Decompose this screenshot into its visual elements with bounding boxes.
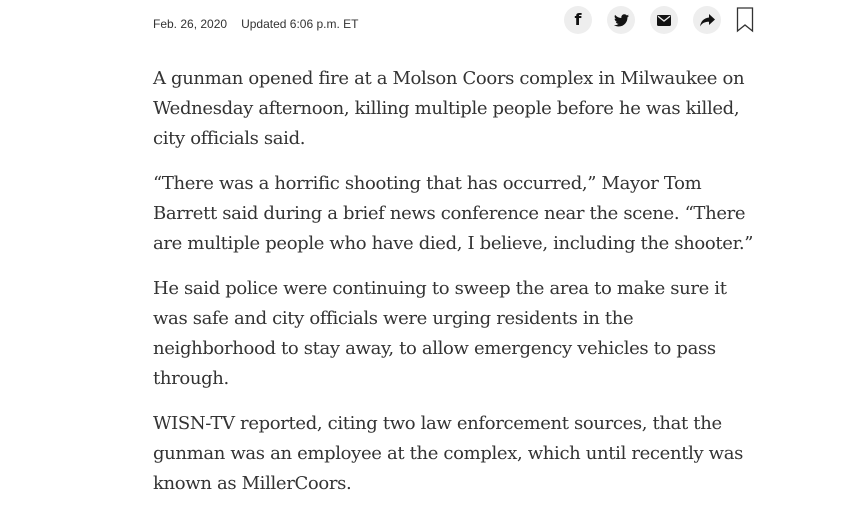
article-paragraph: WISN-TV reported, citing two law enforcement sources, that the gunman was an employee at the complex, which until recently was known as MillerCoors. <box>153 413 743 494</box>
article-paragraph: “There was a horrific shooting that has occurred,” Mayor Tom Barrett said during a brief news conference near the scene. “There are multiple people who have died, I believe, including the shooter.” <box>153 173 754 254</box>
email-share-button[interactable] <box>650 6 678 34</box>
save-article-button[interactable] <box>736 7 754 38</box>
facebook-icon: f <box>574 10 582 29</box>
share-arrow-icon <box>700 14 715 27</box>
article-paragraph: He said police were continuing to sweep the area to make sure it was safe and city officials were urging residents in the neighborhood to stay away, to allow emergency vehicles to pass through. <box>153 278 727 389</box>
updated-time: Updated 6:06 p.m. ET <box>241 17 359 31</box>
share-toolbar <box>564 6 736 34</box>
bookmark-icon <box>736 7 754 33</box>
article-paragraph: A gunman opened fire at a Molson Coors complex in Milwaukee on Wednesday afternoon, killing multiple people before he was killed, city officials said. <box>153 68 745 149</box>
publish-date: Feb. 26, 2020 <box>153 17 228 31</box>
facebook-share-button[interactable] <box>564 6 592 34</box>
twitter-icon <box>614 14 629 27</box>
twitter-share-button[interactable] <box>607 6 635 34</box>
email-icon <box>657 15 671 26</box>
article-body <box>153 64 758 514</box>
article-meta <box>153 16 358 32</box>
more-share-button[interactable] <box>693 6 721 34</box>
